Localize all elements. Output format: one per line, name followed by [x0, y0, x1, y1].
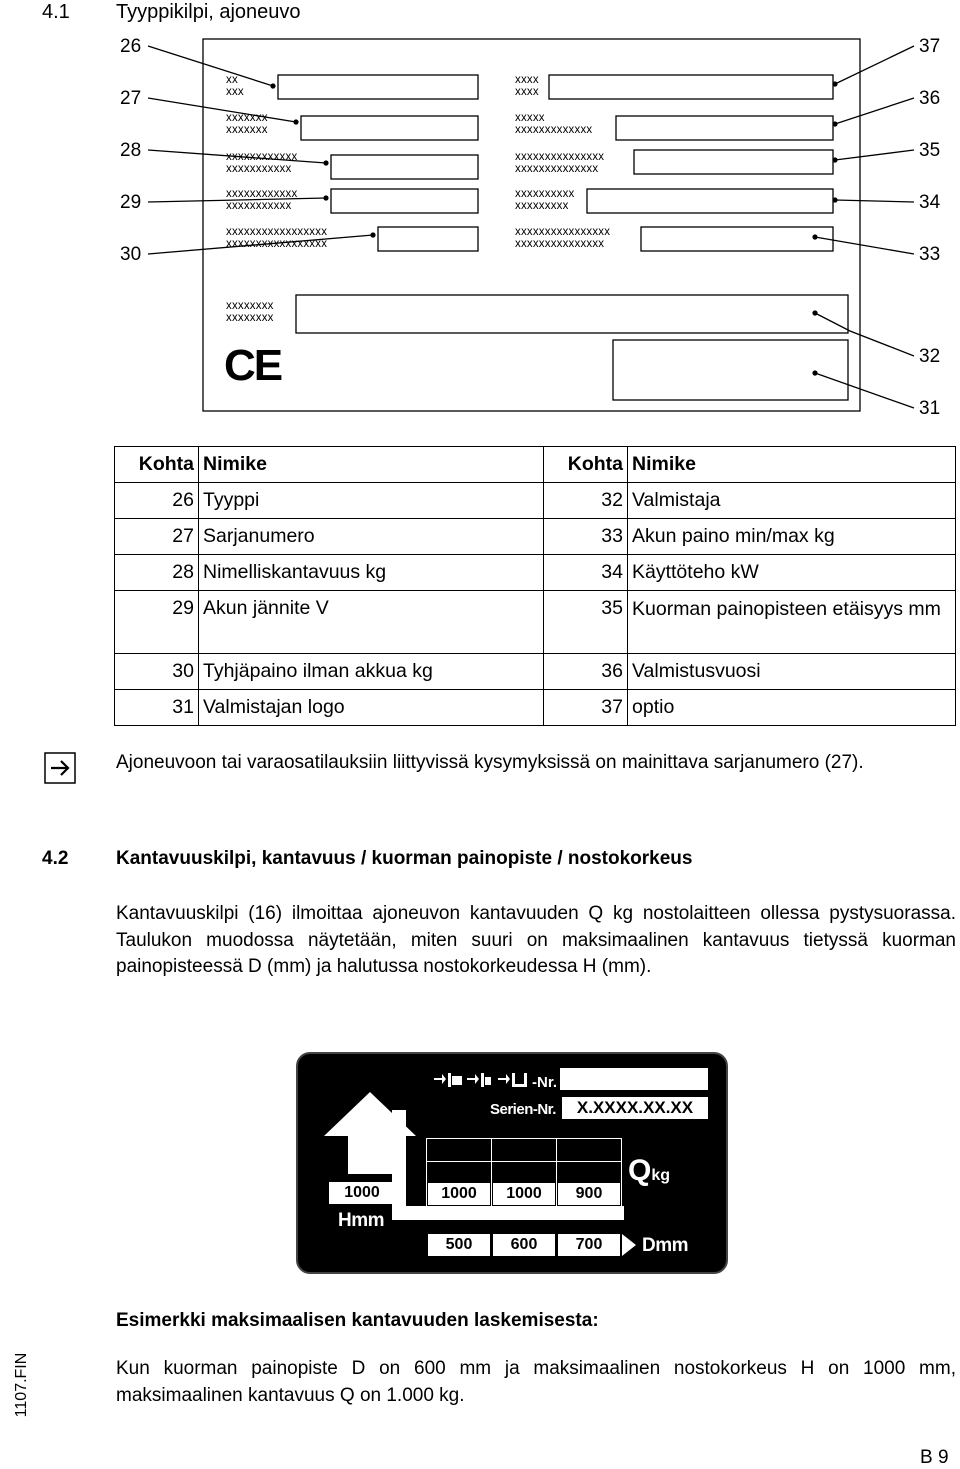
callout-29: 29	[120, 192, 142, 213]
nr-label: -Nr.	[532, 1074, 558, 1091]
table-cell: Tyyppi	[199, 483, 544, 519]
section-title-4-2: Kantavuuskilpi, kantavuus / kuorman painopiste / nostokorkeus	[116, 848, 693, 869]
callout-28: 28	[120, 140, 142, 161]
example-text: Kun kuorman painopiste D on 600 mm ja maksimaalinen nostokorkeus H on 1000 mm, maksimaalinen kantavuus Q on 1.000 kg.	[116, 1358, 956, 1406]
callout-37: 37	[919, 36, 941, 57]
height-unit-label: Hmm	[338, 1210, 385, 1231]
table-cell: 28	[115, 555, 199, 591]
item-table	[114, 446, 956, 726]
distance-value-500: 500	[428, 1234, 490, 1256]
table-cell: 26	[115, 483, 199, 519]
table-cell: Nimelliskantavuus kg	[199, 555, 544, 591]
table-cell: 34	[544, 555, 628, 591]
table-cell: Tyhjäpaino ilman akkua kg	[199, 654, 544, 690]
field-box-31	[613, 340, 848, 400]
field-box-35	[634, 150, 833, 174]
plate-left-field-26: xx xxx	[226, 74, 244, 98]
field-box-30	[378, 227, 478, 251]
table-cell: 30	[115, 654, 199, 690]
plate-left-field-29: xxxxxxxxxxxx xxxxxxxxxxx	[226, 188, 298, 212]
table-cell: Valmistaja	[628, 483, 956, 519]
leader-34	[835, 200, 914, 202]
field-box-27	[301, 116, 478, 140]
table-cell: 27	[115, 519, 199, 555]
table-cell: optio	[628, 690, 956, 726]
plate-right-field-37: xxxx xxxx	[515, 74, 539, 98]
plate-right-field-36: xxxxx xxxxxxxxxxxxx	[515, 112, 593, 136]
ce-mark: CE	[224, 341, 282, 390]
note-text: Ajoneuvoon tai varaosatilauksiin liittyvissä kysymyksissä on mainittava sarjanumero (27).	[116, 752, 864, 773]
table-cell: Käyttöteho kW	[628, 555, 956, 591]
capacity-value-600: 1000	[493, 1183, 555, 1205]
leader-37	[835, 46, 914, 84]
callout-27: 27	[120, 88, 142, 109]
distance-value-600: 600	[493, 1234, 555, 1256]
serial-label: Serien-Nr.	[490, 1101, 556, 1118]
table-cell: 33	[544, 519, 628, 555]
leader-35	[835, 150, 914, 160]
vehicle-type-icons	[432, 1070, 532, 1092]
table-row	[115, 555, 956, 591]
callout-31: 31	[919, 398, 941, 419]
table-cell: Akun paino min/max kg	[628, 519, 956, 555]
table-row	[115, 483, 956, 519]
callout-36: 36	[919, 88, 941, 109]
capacity-value-500: 1000	[428, 1183, 490, 1205]
field-box-34	[587, 189, 833, 213]
leader-31	[815, 373, 914, 408]
table-cell: Kuorman painopisteen etäisyys mm	[628, 591, 956, 654]
field-box-36	[616, 116, 833, 140]
capacity-label: Qkg	[628, 1154, 671, 1187]
callout-34: 34	[919, 192, 941, 213]
leader-26	[148, 46, 273, 86]
field-box-37	[549, 75, 833, 99]
header-nimike-2: Nimike	[628, 447, 956, 483]
table-cell: Valmistajan logo	[199, 690, 544, 726]
leader-36	[835, 98, 914, 124]
header-kohta-1: Kohta	[115, 447, 199, 483]
table-cell: 29	[115, 591, 199, 654]
arrow-right-icon	[44, 752, 76, 784]
section-4-2-paragraph: Kantavuuskilpi (16) ilmoittaa ajoneuvon kantavuuden Q kg nostolaitteen ollessa pystysuorassa. Taulukon muodossa näytetään, miten suuri on maksimaalinen kantavuus tietyssä kuorman painopisteessä D (mm) ja halutussa nostokorkeudessa H (mm).	[116, 903, 956, 977]
plate-right-field-34: xxxxxxxxxx xxxxxxxxx	[515, 188, 575, 212]
table-row	[115, 690, 956, 726]
table-header-row	[115, 447, 956, 483]
section-title-4-1: Tyyppikilpi, ajoneuvo	[116, 1, 301, 23]
plate-right-field-35: xxxxxxxxxxxxxxx xxxxxxxxxxxxxx	[515, 151, 605, 175]
table-row	[115, 654, 956, 690]
header-kohta-2: Kohta	[544, 447, 628, 483]
field-box-33	[641, 227, 833, 251]
plate-right-field-33: xxxxxxxxxxxxxxxx xxxxxxxxxxxxxxx	[515, 226, 611, 250]
leader-32	[815, 313, 914, 356]
plate-left-field-28: xxxxxxxxxxxx xxxxxxxxxxx	[226, 151, 298, 175]
section-number-4-2: 4.2	[42, 848, 69, 869]
doc-code: 1107.FIN	[13, 1352, 30, 1418]
table-cell: 35	[544, 591, 628, 654]
header-nimike-1: Nimike	[199, 447, 544, 483]
table-cell: Sarjanumero	[199, 519, 544, 555]
distance-arrow-icon	[622, 1234, 638, 1256]
callout-35: 35	[919, 140, 941, 161]
plate-bottom-field: xxxxxxxx xxxxxxxx	[226, 300, 274, 324]
table-cell: 37	[544, 690, 628, 726]
plate-left-field-27: xxxxxxx xxxxxxx	[226, 112, 268, 136]
nr-field	[560, 1068, 708, 1090]
section-number-4-1: 4.1	[42, 1, 70, 23]
distance-value-700: 700	[558, 1234, 620, 1256]
table-cell: Akun jännite V	[199, 591, 544, 654]
table-row	[115, 519, 956, 555]
plate-left-field-30: xxxxxxxxxxxxxxxxx xxxxxxxxxxxxxxxxx	[226, 226, 328, 250]
field-box-32	[296, 295, 848, 333]
height-value: 1000	[329, 1182, 395, 1204]
table-cell: 31	[115, 690, 199, 726]
callout-32: 32	[919, 346, 941, 367]
table-cell: 32	[544, 483, 628, 519]
field-box-26	[278, 75, 478, 99]
type-plate-diagram	[0, 0, 960, 430]
page-number: B 9	[920, 1447, 949, 1468]
callout-30: 30	[120, 244, 142, 265]
distance-unit-label: Dmm	[642, 1235, 689, 1256]
example-title: Esimerkki maksimaalisen kantavuuden laskemisesta:	[116, 1310, 599, 1331]
callout-33: 33	[919, 244, 941, 265]
field-box-29	[331, 189, 478, 213]
serial-value: X.XXXX.XX.XX	[562, 1097, 708, 1119]
capacity-plate	[296, 1052, 728, 1274]
leader-27	[148, 98, 296, 122]
table-row	[115, 591, 956, 654]
field-box-28	[331, 155, 478, 179]
capacity-value-700: 900	[558, 1183, 620, 1205]
table-cell: 36	[544, 654, 628, 690]
table-cell: Valmistusvuosi	[628, 654, 956, 690]
callout-26: 26	[120, 36, 142, 57]
